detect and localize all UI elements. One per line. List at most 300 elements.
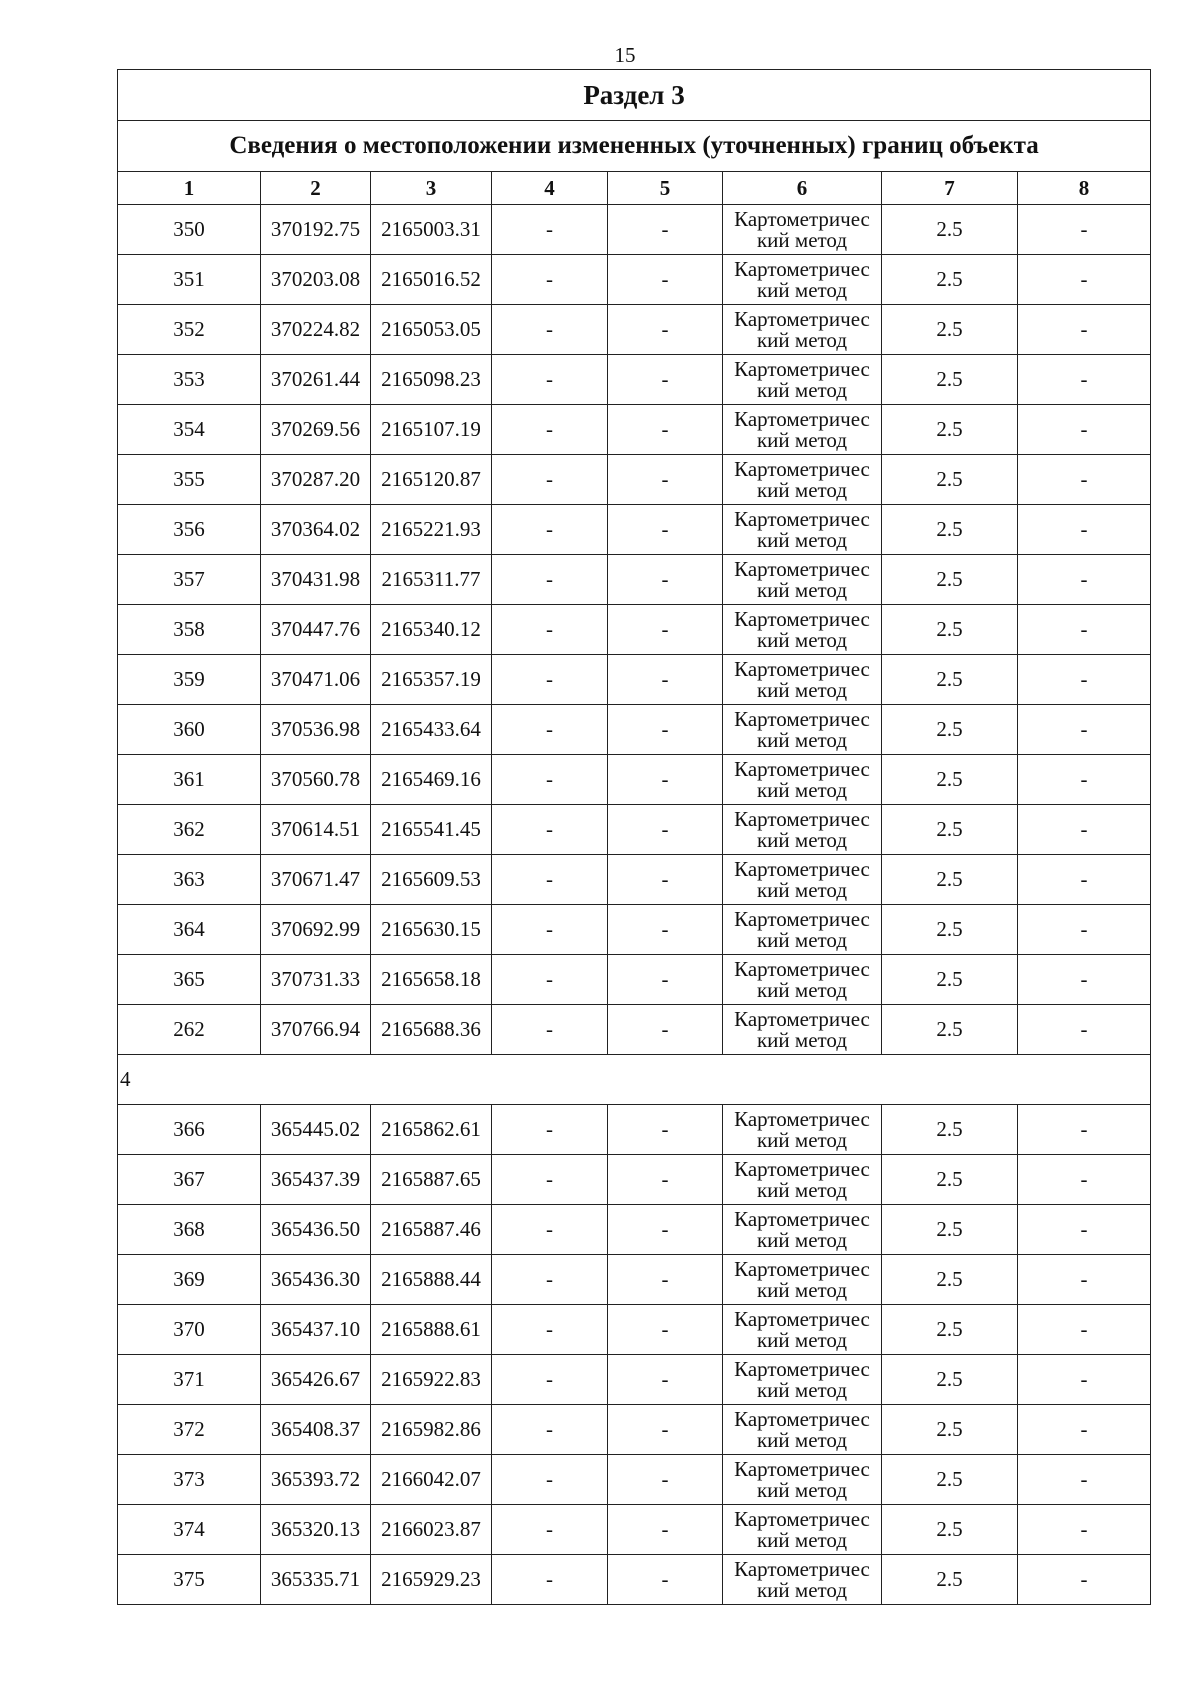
coord-x: 370731.33 (261, 955, 371, 1005)
method-text-line1: Картометричес (734, 356, 870, 381)
method-text-line2: кий метод (756, 477, 848, 502)
method-text-line1: Картометричес (734, 906, 870, 931)
method-text-line2: кий метод (756, 227, 848, 252)
point-number: 351 (118, 255, 261, 305)
boundary-coordinates-table (117, 69, 1151, 1605)
coord-x: 370671.47 (261, 855, 371, 905)
method-cell (723, 505, 882, 555)
coord-x: 370614.51 (261, 805, 371, 855)
point-number: 362 (118, 805, 261, 855)
method-text-line2: кий метод (756, 627, 848, 652)
column-header: 7 (882, 172, 1018, 205)
point-number: 369 (118, 1255, 261, 1305)
column-header: 8 (1018, 172, 1151, 205)
coord-x: 370536.98 (261, 705, 371, 755)
method-text-line2: кий метод (756, 1127, 848, 1152)
col8-value: - (1018, 355, 1151, 405)
coord-y: 2165922.83 (371, 1355, 492, 1405)
method-text-line1: Картометричес (734, 956, 870, 981)
coord-x: 370692.99 (261, 905, 371, 955)
group-row (118, 1055, 1151, 1105)
point-number: 356 (118, 505, 261, 555)
point-number: 371 (118, 1355, 261, 1405)
col5-value: - (608, 455, 723, 505)
table-row (118, 555, 1151, 605)
method-cell (723, 1555, 882, 1605)
accuracy-value: 2.5 (882, 205, 1018, 255)
col5-value: - (608, 1405, 723, 1455)
table-row (118, 205, 1151, 255)
column-header: 2 (261, 172, 371, 205)
method-text-line1: Картометричес (734, 1356, 870, 1381)
method-text-line2: кий метод (756, 1327, 848, 1352)
coord-x: 370471.06 (261, 655, 371, 705)
table-row (118, 1505, 1151, 1555)
col8-value: - (1018, 655, 1151, 705)
coord-y: 2165053.05 (371, 305, 492, 355)
method-cell (723, 455, 882, 505)
col5-value: - (608, 355, 723, 405)
method-text-line1: Картометричес (734, 1206, 870, 1231)
method-text-line2: кий метод (756, 727, 848, 752)
point-number: 374 (118, 1505, 261, 1555)
point-number: 358 (118, 605, 261, 655)
accuracy-value: 2.5 (882, 1455, 1018, 1505)
col5-value: - (608, 1455, 723, 1505)
method-cell (723, 555, 882, 605)
method-text-line2: кий метод (756, 1477, 848, 1502)
col8-value: - (1018, 1005, 1151, 1055)
point-number: 360 (118, 705, 261, 755)
table-row (118, 805, 1151, 855)
col5-value: - (608, 1005, 723, 1055)
method-text-line2: кий метод (756, 1027, 848, 1052)
col4-value: - (492, 655, 608, 705)
method-cell (723, 655, 882, 705)
method-text-line1: Картометричес (734, 1456, 870, 1481)
coord-y: 2165469.16 (371, 755, 492, 805)
col4-value: - (492, 355, 608, 405)
col8-value: - (1018, 1255, 1151, 1305)
col8-value: - (1018, 1355, 1151, 1405)
method-text-line2: кий метод (756, 277, 848, 302)
method-text-line2: кий метод (756, 1177, 848, 1202)
coord-x: 370766.94 (261, 1005, 371, 1055)
coord-x: 365320.13 (261, 1505, 371, 1555)
method-cell (723, 955, 882, 1005)
table-row (118, 655, 1151, 705)
col5-value: - (608, 755, 723, 805)
coord-y: 2165120.87 (371, 455, 492, 505)
method-cell (723, 305, 882, 355)
point-number: 354 (118, 405, 261, 455)
col4-value: - (492, 1255, 608, 1305)
table-row (118, 1455, 1151, 1505)
col4-value: - (492, 1105, 608, 1155)
method-text-line2: кий метод (756, 1377, 848, 1402)
method-text-line1: Картометричес (734, 456, 870, 481)
col4-value: - (492, 1505, 608, 1555)
coord-x: 370287.20 (261, 455, 371, 505)
section-subtitle: Сведения о местоположении измененных (уточненных) границ объекта (118, 121, 1151, 172)
col4-value: - (492, 905, 608, 955)
column-header: 3 (371, 172, 492, 205)
col4-value: - (492, 305, 608, 355)
point-number: 366 (118, 1105, 261, 1155)
col4-value: - (492, 855, 608, 905)
table-row (118, 1355, 1151, 1405)
table-row (118, 1405, 1151, 1455)
coord-x: 365445.02 (261, 1105, 371, 1155)
col5-value: - (608, 1105, 723, 1155)
coord-y: 2165311.77 (371, 555, 492, 605)
accuracy-value: 2.5 (882, 1155, 1018, 1205)
col8-value: - (1018, 405, 1151, 455)
method-text-line2: кий метод (756, 1577, 848, 1602)
method-cell (723, 405, 882, 455)
method-text-line1: Картометричес (734, 1556, 870, 1581)
accuracy-value: 2.5 (882, 755, 1018, 805)
accuracy-value: 2.5 (882, 1255, 1018, 1305)
col8-value: - (1018, 455, 1151, 505)
accuracy-value: 2.5 (882, 1405, 1018, 1455)
coord-y: 2165887.46 (371, 1205, 492, 1255)
method-cell (723, 1455, 882, 1505)
accuracy-value: 2.5 (882, 255, 1018, 305)
group-label: 4 (118, 1055, 1151, 1105)
point-number: 370 (118, 1305, 261, 1355)
method-text-line1: Картометричес (734, 1256, 870, 1281)
method-text-line2: кий метод (756, 877, 848, 902)
col5-value: - (608, 405, 723, 455)
col4-value: - (492, 505, 608, 555)
table-row (118, 955, 1151, 1005)
col5-value: - (608, 1155, 723, 1205)
coord-y: 2165888.61 (371, 1305, 492, 1355)
col5-value: - (608, 805, 723, 855)
table-row (118, 255, 1151, 305)
col5-value: - (608, 705, 723, 755)
col4-value: - (492, 405, 608, 455)
accuracy-value: 2.5 (882, 505, 1018, 555)
coord-y: 2165016.52 (371, 255, 492, 305)
col4-value: - (492, 555, 608, 605)
table-row (118, 705, 1151, 755)
method-cell (723, 1305, 882, 1355)
accuracy-value: 2.5 (882, 305, 1018, 355)
point-number: 367 (118, 1155, 261, 1205)
coord-x: 370203.08 (261, 255, 371, 305)
col8-value: - (1018, 1305, 1151, 1355)
table-row (118, 305, 1151, 355)
method-text-line2: кий метод (756, 677, 848, 702)
accuracy-value: 2.5 (882, 355, 1018, 405)
accuracy-value: 2.5 (882, 705, 1018, 755)
coord-y: 2165887.65 (371, 1155, 492, 1205)
accuracy-value: 2.5 (882, 1005, 1018, 1055)
coord-y: 2166042.07 (371, 1455, 492, 1505)
accuracy-value: 2.5 (882, 405, 1018, 455)
coord-y: 2165862.61 (371, 1105, 492, 1155)
col4-value: - (492, 1305, 608, 1355)
table-row (118, 855, 1151, 905)
section-title: Раздел 3 (118, 70, 1151, 121)
table-row (118, 1255, 1151, 1305)
coord-x: 365437.39 (261, 1155, 371, 1205)
method-text-line2: кий метод (756, 1277, 848, 1302)
point-number: 375 (118, 1555, 261, 1605)
col5-value: - (608, 655, 723, 705)
point-number: 359 (118, 655, 261, 705)
method-cell (723, 1205, 882, 1255)
col5-value: - (608, 1305, 723, 1355)
col5-value: - (608, 1355, 723, 1405)
table-row (118, 405, 1151, 455)
point-number: 350 (118, 205, 261, 255)
point-number: 365 (118, 955, 261, 1005)
col5-value: - (608, 855, 723, 905)
col4-value: - (492, 1155, 608, 1205)
accuracy-value: 2.5 (882, 555, 1018, 605)
method-text-line2: кий метод (756, 577, 848, 602)
coord-x: 370364.02 (261, 505, 371, 555)
col5-value: - (608, 1505, 723, 1555)
column-header: 5 (608, 172, 723, 205)
col5-value: - (608, 1555, 723, 1605)
method-cell (723, 705, 882, 755)
coord-y: 2165688.36 (371, 1005, 492, 1055)
coord-y: 2165433.64 (371, 705, 492, 755)
method-cell (723, 355, 882, 405)
method-text-line2: кий метод (756, 1527, 848, 1552)
coord-x: 365408.37 (261, 1405, 371, 1455)
method-cell (723, 1505, 882, 1555)
accuracy-value: 2.5 (882, 955, 1018, 1005)
method-text-line1: Картометричес (734, 656, 870, 681)
coord-x: 365426.67 (261, 1355, 371, 1405)
accuracy-value: 2.5 (882, 1505, 1018, 1555)
col5-value: - (608, 955, 723, 1005)
col5-value: - (608, 605, 723, 655)
col8-value: - (1018, 755, 1151, 805)
method-text-line2: кий метод (756, 427, 848, 452)
method-text-line1: Картометричес (734, 1306, 870, 1331)
col5-value: - (608, 205, 723, 255)
col8-value: - (1018, 305, 1151, 355)
method-text-line2: кий метод (756, 977, 848, 1002)
col4-value: - (492, 1205, 608, 1255)
method-text-line1: Картометричес (734, 1156, 870, 1181)
coord-y: 2165630.15 (371, 905, 492, 955)
table-row (118, 505, 1151, 555)
method-cell (723, 755, 882, 805)
method-cell (723, 1155, 882, 1205)
col8-value: - (1018, 1155, 1151, 1205)
method-text-line1: Картометричес (734, 1106, 870, 1131)
accuracy-value: 2.5 (882, 905, 1018, 955)
col4-value: - (492, 1005, 608, 1055)
col4-value: - (492, 255, 608, 305)
coord-y: 2165003.31 (371, 205, 492, 255)
method-text-line1: Картометричес (734, 1406, 870, 1431)
point-number: 357 (118, 555, 261, 605)
table-row (118, 905, 1151, 955)
accuracy-value: 2.5 (882, 805, 1018, 855)
method-text-line1: Картометричес (734, 206, 870, 231)
col8-value: - (1018, 555, 1151, 605)
method-text-line1: Картометричес (734, 1006, 870, 1031)
method-text-line1: Картометричес (734, 306, 870, 331)
coord-y: 2165982.86 (371, 1405, 492, 1455)
coord-x: 370269.56 (261, 405, 371, 455)
accuracy-value: 2.5 (882, 1355, 1018, 1405)
col4-value: - (492, 805, 608, 855)
method-text-line1: Картометричес (734, 806, 870, 831)
col8-value: - (1018, 805, 1151, 855)
method-text-line2: кий метод (756, 327, 848, 352)
coord-y: 2165098.23 (371, 355, 492, 405)
col5-value: - (608, 505, 723, 555)
point-number: 353 (118, 355, 261, 405)
point-number: 262 (118, 1005, 261, 1055)
accuracy-value: 2.5 (882, 455, 1018, 505)
coord-y: 2165609.53 (371, 855, 492, 905)
col8-value: - (1018, 705, 1151, 755)
table-row (118, 605, 1151, 655)
method-cell (723, 1405, 882, 1455)
col4-value: - (492, 1405, 608, 1455)
coord-x: 365437.10 (261, 1305, 371, 1355)
table-row (118, 755, 1151, 805)
coord-x: 370560.78 (261, 755, 371, 805)
col4-value: - (492, 205, 608, 255)
table-row (118, 455, 1151, 505)
method-text-line1: Картометричес (734, 606, 870, 631)
method-text-line2: кий метод (756, 927, 848, 952)
point-number: 364 (118, 905, 261, 955)
coord-y: 2165357.19 (371, 655, 492, 705)
coord-y: 2165107.19 (371, 405, 492, 455)
method-cell (723, 1355, 882, 1405)
coord-x: 370261.44 (261, 355, 371, 405)
coord-y: 2165541.45 (371, 805, 492, 855)
method-text-line1: Картометричес (734, 1506, 870, 1531)
page-number: 15 (614, 43, 636, 67)
coord-y: 2165340.12 (371, 605, 492, 655)
accuracy-value: 2.5 (882, 1205, 1018, 1255)
method-text-line1: Картометричес (734, 856, 870, 881)
accuracy-value: 2.5 (882, 1555, 1018, 1605)
coord-y: 2165888.44 (371, 1255, 492, 1305)
point-number: 361 (118, 755, 261, 805)
col4-value: - (492, 1555, 608, 1605)
method-text-line1: Картометричес (734, 506, 870, 531)
col5-value: - (608, 255, 723, 305)
method-text-line2: кий метод (756, 1227, 848, 1252)
method-text-line1: Картометричес (734, 756, 870, 781)
coord-y: 2165221.93 (371, 505, 492, 555)
col5-value: - (608, 905, 723, 955)
col4-value: - (492, 1455, 608, 1505)
column-header: 6 (723, 172, 882, 205)
accuracy-value: 2.5 (882, 655, 1018, 705)
col4-value: - (492, 955, 608, 1005)
table-row (118, 1155, 1151, 1205)
coord-y: 2165929.23 (371, 1555, 492, 1605)
col8-value: - (1018, 1455, 1151, 1505)
accuracy-value: 2.5 (882, 1105, 1018, 1155)
column-header-row (118, 172, 1151, 205)
col4-value: - (492, 605, 608, 655)
method-cell (723, 855, 882, 905)
method-cell (723, 1105, 882, 1155)
method-text-line2: кий метод (756, 1427, 848, 1452)
col4-value: - (492, 455, 608, 505)
col8-value: - (1018, 205, 1151, 255)
method-cell (723, 205, 882, 255)
table-row (118, 1555, 1151, 1605)
point-number: 363 (118, 855, 261, 905)
coord-x: 365436.50 (261, 1205, 371, 1255)
method-cell (723, 805, 882, 855)
accuracy-value: 2.5 (882, 855, 1018, 905)
col8-value: - (1018, 955, 1151, 1005)
col5-value: - (608, 1255, 723, 1305)
col8-value: - (1018, 905, 1151, 955)
coord-x: 365393.72 (261, 1455, 371, 1505)
accuracy-value: 2.5 (882, 605, 1018, 655)
method-cell (723, 605, 882, 655)
method-text-line1: Картометричес (734, 706, 870, 731)
col4-value: - (492, 755, 608, 805)
coord-x: 370192.75 (261, 205, 371, 255)
method-text-line2: кий метод (756, 827, 848, 852)
coord-x: 365335.71 (261, 1555, 371, 1605)
method-text-line1: Картометричес (734, 406, 870, 431)
point-number: 368 (118, 1205, 261, 1255)
col5-value: - (608, 555, 723, 605)
method-cell (723, 255, 882, 305)
method-cell (723, 1255, 882, 1305)
coord-x: 370447.76 (261, 605, 371, 655)
column-header: 4 (492, 172, 608, 205)
point-number: 372 (118, 1405, 261, 1455)
col5-value: - (608, 1205, 723, 1255)
table-row (118, 1005, 1151, 1055)
point-number: 352 (118, 305, 261, 355)
coord-y: 2166023.87 (371, 1505, 492, 1555)
method-text-line1: Картометричес (734, 256, 870, 281)
col8-value: - (1018, 255, 1151, 305)
table-row (118, 1205, 1151, 1255)
coord-x: 370224.82 (261, 305, 371, 355)
column-header: 1 (118, 172, 261, 205)
method-text-line1: Картометричес (734, 556, 870, 581)
col8-value: - (1018, 1505, 1151, 1555)
col8-value: - (1018, 1205, 1151, 1255)
table-row (118, 1105, 1151, 1155)
col8-value: - (1018, 1405, 1151, 1455)
col4-value: - (492, 705, 608, 755)
method-text-line2: кий метод (756, 527, 848, 552)
method-cell (723, 905, 882, 955)
col8-value: - (1018, 855, 1151, 905)
point-number: 373 (118, 1455, 261, 1505)
col8-value: - (1018, 1105, 1151, 1155)
table-row (118, 355, 1151, 405)
method-cell (723, 1005, 882, 1055)
col8-value: - (1018, 505, 1151, 555)
